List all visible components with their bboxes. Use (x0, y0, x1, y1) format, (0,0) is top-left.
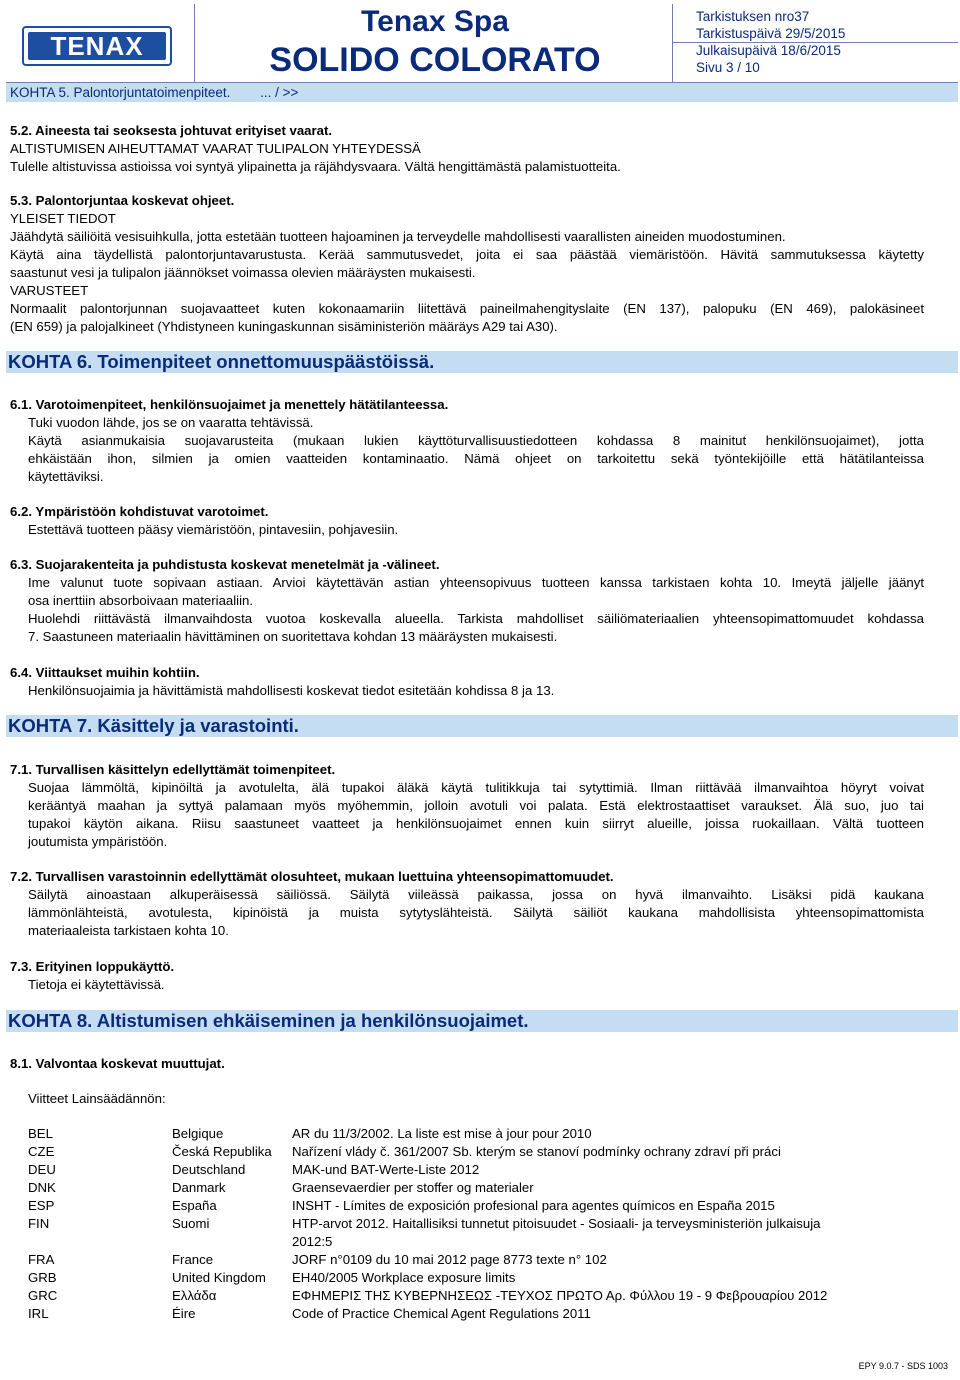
paragraph: Ime valunut tuote sopivaan astiaan. Arvioi käytettävän astian yhteensopivuus tuotteen kanssa tarkistaen kohta 10. Imeytä jäljelle jäänyt (28, 575, 924, 590)
law-code: BEL (28, 1126, 53, 1141)
law-country: Česká Republika (172, 1144, 272, 1159)
software-version-footer: EPY 9.0.7 - SDS 1003 (858, 1361, 948, 1371)
continued-mark: ... / >> (260, 85, 299, 100)
law-reference: MAK-und BAT-Werte-Liste 2012 (292, 1162, 480, 1177)
paragraph: Huolehdi riittävästä ilmanvaihdosta vuotoa koskevalla alueella. Tarkista mahdolliset säiliömateriaalien yhteensopimattomuudet kohdassa (28, 611, 924, 626)
law-code: IRL (28, 1306, 49, 1321)
section-7-heading (6, 715, 958, 737)
law-reference: Graensevaerdier per stoffer og materialer (292, 1180, 534, 1195)
law-code: GRC (28, 1288, 58, 1303)
paragraph: VARUSTEET (10, 283, 89, 298)
company-logo (22, 26, 172, 66)
law-reference: JORF n°0109 du 10 mai 2012 page 8773 texte n° 102 (292, 1252, 607, 1267)
subheading-5-3: 5.3. Palontorjuntaa koskevat ohjeet. (10, 193, 235, 208)
paragraph: Normaalit palontorjunnan suojavaatteet kuten kokonaamariin liitettävä paineilmahengityslaite (EN 137), palopuku (EN 469), palokäsineet (10, 301, 924, 316)
section-title: KOHTA 6. Toimenpiteet onnettomuuspäästöissä. (8, 351, 435, 372)
references-label: Viitteet Lainsäädännön: (28, 1091, 166, 1106)
paragraph: Jäähdytä säiliöitä vesisuihkulla, jotta estetään tuotteen hajoaminen ja terveydelle mahdollisesti vaarallisten aineiden muodostuminen. (10, 229, 786, 244)
law-reference: Code of Practice Chemical Agent Regulations 2011 (292, 1306, 591, 1321)
law-reference: ΕΦΗΜΕΡΙΣ ΤΗΣ ΚΥΒΕΡΝΗΣΕΩΣ -ΤΕΥΧΟΣ ΠΡΩΤΟ Αρ. Φύλλου 19 - 9 Φεβρουαρίου 2012 (292, 1288, 828, 1303)
product-name: SOLIDO COLORATO (269, 41, 601, 79)
paragraph: käytettäviksi. (28, 469, 104, 484)
paragraph: tupakoi käytön aikana. Riisu saastuneet vaatteet ja henkilönsuojaimet ennen kuin siirryt alueille, joissa ruokaillaan. Vältä tuotteen (28, 816, 924, 831)
law-country: España (172, 1198, 217, 1213)
section-8-heading (6, 1010, 958, 1032)
paragraph: osa inerttiin absorboivaan materiaaliin. (28, 593, 254, 608)
law-country: Danmark (172, 1180, 226, 1195)
law-code: DNK (28, 1180, 56, 1195)
law-reference: Nařízení vlády č. 361/2007 Sb. kterým se stanoví podmínky ochrany zdraví při práci (292, 1144, 781, 1159)
publish-date: Julkaisupäivä 18/6/2015 (696, 43, 841, 58)
law-reference: HTP-arvot 2012. Haitallisiksi tunnetut pitoisuudet - Sosiaali- ja terveysministeriön julkaisuja (292, 1216, 821, 1231)
revision-date: Tarkistuspäivä 29/5/2015 (696, 26, 846, 41)
subheading-6-2: 6.2. Ympäristöön kohdistuvat varotoimet. (10, 504, 269, 519)
company-name: Tenax Spa (361, 5, 509, 38)
law-code: DEU (28, 1162, 56, 1177)
law-code: FIN (28, 1216, 50, 1231)
paragraph: lämmönlähteistä, avotulesta, kipinöistä ja muista sytytyslähteistä. Säilytä säiliöt kaukana mahdollisista yhteensopimattomista (28, 905, 924, 920)
page-number: Sivu 3 / 10 (696, 60, 760, 75)
paragraph: ALTISTUMISEN AIHEUTTAMAT VAARAT TULIPALON YHTEYDESSÄ (10, 141, 421, 156)
law-country: United Kingdom (172, 1270, 266, 1285)
law-reference-continued: 2012:5 (292, 1234, 333, 1249)
paragraph: 7. Saastuneen materiaalin hävittäminen on suoritettava kohdan 13 määräysten mukaisesti. (28, 629, 558, 644)
revision-number: Tarkistuksen nro37 (696, 9, 810, 24)
subheading-7-2: 7.2. Turvallisen varastoinnin edellyttämät olosuhteet, mukaan luettuina yhteensopimattomuudet. (10, 869, 614, 884)
law-country: Éire (172, 1306, 196, 1321)
subheading-8-1: 8.1. Valvontaa koskevat muuttujat. (10, 1056, 225, 1071)
header-divider (672, 4, 673, 82)
paragraph: joutumista ympäristöön. (28, 834, 168, 849)
paragraph: Käytä asianmukaisia suojavarusteita (mukaan lukien käyttöturvallisuustiedotteen kohdassa 8 mainitut henkilönsuojaimet), jotta (28, 433, 924, 448)
subheading-7-1: 7.1. Turvallisen käsittelyn edellyttämät toimenpiteet. (10, 762, 336, 777)
paragraph: Tietoja ei käytettävissä. (28, 977, 165, 992)
logo-text: TENAX (28, 32, 166, 60)
paragraph: Henkilönsuojaimia ja hävittämistä mahdollisesti koskevat tiedot esitetään kohdissa 8 ja 13. (28, 683, 555, 698)
law-reference: EH40/2005 Workplace exposure limits (292, 1270, 516, 1285)
paragraph: YLEISET TIEDOT (10, 211, 116, 226)
law-reference: INSHT - Límites de exposición profesional para agentes químicos en España 2015 (292, 1198, 775, 1213)
law-country: France (172, 1252, 214, 1267)
continued-section-bar (6, 83, 958, 102)
paragraph: ehkäistään ihon, silmien ja omien vaatteiden kontaminaatio. Nämä ohjeet on tarkoitettu sekä työntekijöille että hätätilanteissa (28, 451, 924, 466)
subheading-7-3: 7.3. Erityinen loppukäyttö. (10, 959, 175, 974)
section-title: KOHTA 7. Käsittely ja varastointi. (8, 715, 299, 736)
section-title: KOHTA 8. Altistumisen ehkäiseminen ja henkilönsuojaimet. (8, 1010, 529, 1031)
paragraph: Estettävä tuotteen pääsy viemäristöön, pintavesiin, pohjavesiin. (28, 522, 399, 537)
paragraph: Tulelle altistuvissa astioissa voi syntyä ylipainetta ja räjähdysvaara. Vältä hengittämästä palamistuotteita. (10, 159, 621, 174)
law-reference: AR du 11/3/2002. La liste est mise à jour pour 2010 (292, 1126, 592, 1141)
law-country: Suomi (172, 1216, 210, 1231)
paragraph: Säilytä ainoastaan alkuperäisessä säiliössä. Säilytä viileässä paikassa, jossa on hyvä ilmanvaihto. Lisäksi pidä kaukana (28, 887, 924, 902)
subheading-6-4: 6.4. Viittaukset muihin kohtiin. (10, 665, 200, 680)
law-country: Deutschland (172, 1162, 246, 1177)
law-country: Belgique (172, 1126, 224, 1141)
subheading-5-2: 5.2. Aineesta tai seoksesta johtuvat erityiset vaarat. (10, 123, 333, 138)
law-code: FRA (28, 1252, 55, 1267)
continued-section-title: KOHTA 5. Palontorjuntatoimenpiteet. (10, 85, 231, 100)
law-code: ESP (28, 1198, 55, 1213)
paragraph: (EN 659) ja palojalkineet (Yhdistyneen kuningaskunnan sisäministeriön määräys A29 tai A30). (10, 319, 558, 334)
paragraph: Käytä aina täydellistä palontorjuntavarustusta. Kerää sammutusvedet, joita ei saa päästää viemäristöön. Hävitä sammutuksessa käytetty (10, 247, 924, 262)
law-code: CZE (28, 1144, 55, 1159)
law-country: Ελλάδα (172, 1288, 217, 1303)
paragraph: Tuki vuodon lähde, jos se on vaaratta tehtävissä. (28, 415, 314, 430)
paragraph: materiaaleista tarkistaen kohta 10. (28, 923, 229, 938)
paragraph: saastunut vesi ja tulipalon jäännökset voimassa olevien määräysten mukaisesti. (10, 265, 476, 280)
subheading-6-3: 6.3. Suojarakenteita ja puhdistusta koskevat menetelmät ja -välineet. (10, 557, 440, 572)
subheading-6-1: 6.1. Varotoimenpiteet, henkilönsuojaimet ja menettely hätätilanteessa. (10, 397, 449, 412)
paragraph: Suojaa lämmöltä, kipinöiltä ja avotulelta, älä tupakoi äläkä käytä tulitikkuja tai sytyttimiä. Ilman riittävää ilmanvaihtoa höyryt voivat (28, 780, 924, 795)
law-code: GRB (28, 1270, 57, 1285)
paragraph: kerääntyä maahan ja syttyä palamaan myös myöhemmin, jolloin avotuli voi palata. Estä elektrostaattiset varaukset. Älä suo, juo tai (28, 798, 924, 813)
section-6-heading (6, 351, 958, 373)
